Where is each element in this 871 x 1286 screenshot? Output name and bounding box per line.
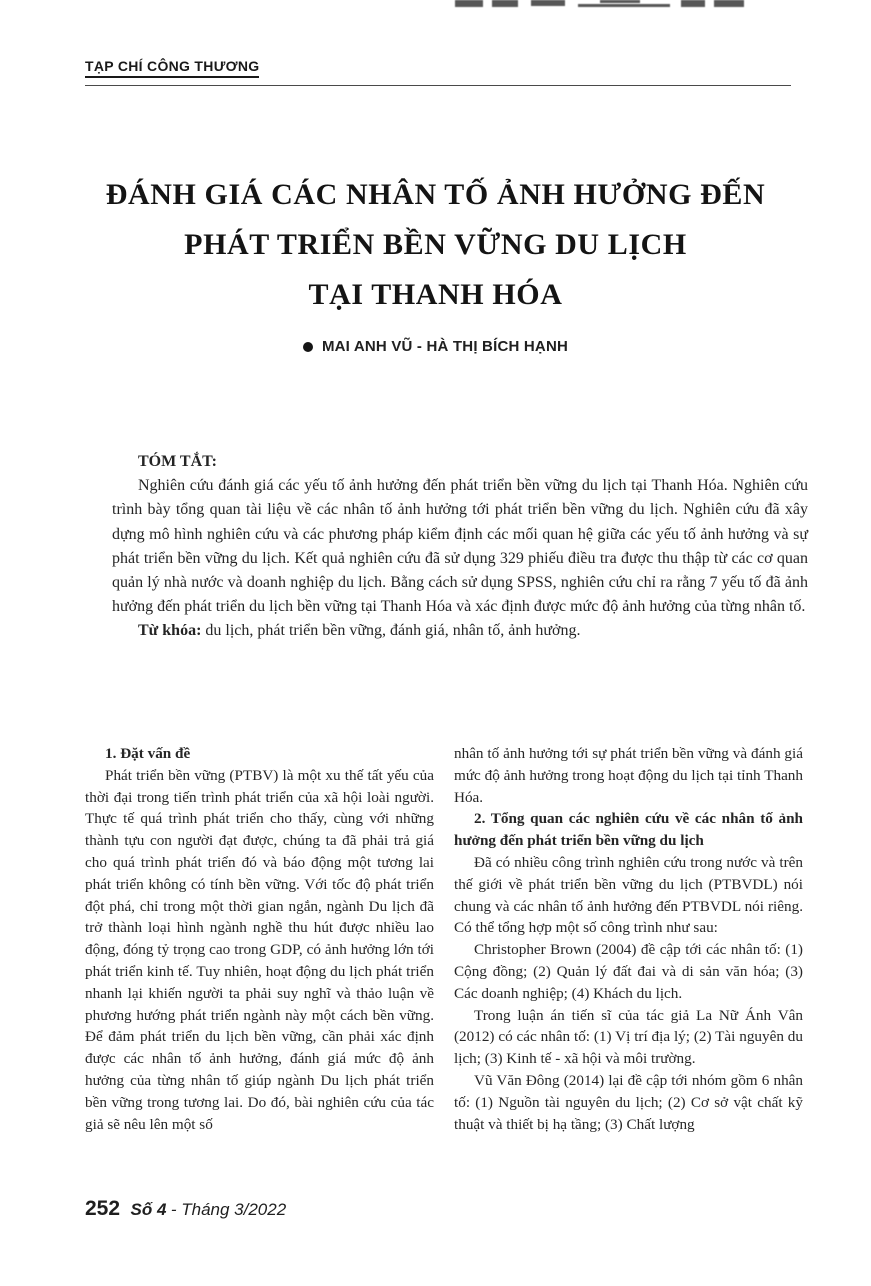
footer-page-number: 252 [85, 1197, 121, 1220]
paragraph-continuation: nhân tố ảnh hưởng tới sự phát triển bền vững và đánh giá mức độ ảnh hưởng trong hoạt động du lịch tại tỉnh Thanh Hóa. [454, 745, 803, 806]
journal-name: TẠP CHÍ CÔNG THƯƠNG [85, 58, 259, 78]
title-line-1: ĐÁNH GIÁ CÁC NHÂN TỐ ẢNH HƯỞNG ĐẾN [105, 178, 766, 212]
keywords-line [112, 619, 808, 643]
bullet-icon [303, 342, 313, 352]
paragraph-intro: Phát triển bền vững (PTBV) là một xu thế tất yếu của thời đại trong tiến trình phát triển của xã hội loài người. Thực tế quá trình phát triển cho thấy, cùng với những thành tựu con người đạt được, chúng ta đã phải trả giá cho quá trình phát triển đó và báo động một tương lai phát triển không có tính bền vững. Với tốc độ phát triển đột phá, chỉ trong một thời gian ngắn, ngành Du lịch đã trở thành loại hình ngành nghề thu hút được nhiều lao động, đóng tỷ trọng cao trong GDP, có ảnh hưởng lớn tới phát triển kinh tế. Tuy nhiên, hoạt động du lịch phát triển nhanh lại khiến người ta phải suy nghĩ và thảo luận về phương hướng phát triển ngành này một cách bền vững. Để đảm phát triển du lịch bền vững, cần phải xác định được các nhân tố ảnh hưởng, đánh giá mức độ ảnh hưởng của từng nhân tố giúp ngành Du lịch phát triển bền vững trong tương lai. Do đó, bài nghiên cứu của tác giả sẽ nêu lên một số [85, 766, 434, 1133]
paragraph-vu-van-dong: Vũ Văn Đông (2014) lại đề cập tới nhóm gồm 6 nhân tố: (1) Nguồn tài nguyên du lịch; (2) Cơ sở vật chất kỹ thuật và thiết bị hạ tầng; (3) Chất lượng [454, 1071, 803, 1133]
column-right [454, 743, 803, 1135]
paragraph-christopher-brown: Christopher Brown (2004) đề cập tới các nhân tố: (1) Cộng đồng; (2) Quản lý đất đai và di sản văn hóa; (3) Các doanh nghiệp; (4) Khách du lịch. [454, 941, 803, 1002]
keywords-text: du lịch, phát triển bền vững, đánh giá, nhân tố, ảnh hưởng. [201, 622, 581, 640]
title-line-2: PHÁT TRIỂN BỀN VỮNG DU LỊCH [184, 228, 687, 262]
section-heading-1: 1. Đặt vấn đề [105, 745, 191, 762]
journal-header [85, 58, 791, 86]
scan-artifact [455, 0, 483, 7]
footer-issue: Số 4 [130, 1200, 167, 1219]
title-line-3: TẠI THANH HÓA [308, 278, 563, 312]
article-title [60, 170, 811, 320]
page-footer [85, 1197, 286, 1221]
scan-artifact [492, 0, 518, 7]
scan-artifact [578, 4, 670, 7]
scan-artifact [714, 0, 744, 7]
scan-artifact [600, 0, 640, 3]
abstract-text: Nghiên cứu đánh giá các yếu tố ảnh hưởng đến phát triển bền vững du lịch tại Thanh Hóa. Nghiên cứu trình bày tổng quan tài liệu về các nhân tố ảnh hưởng tới phát triển bền vững du lịch. Nghiên cứu đã xây dựng mô hình nghiên cứu và các phương pháp kiểm định các mối quan hệ giữa các yếu tố ảnh hưởng và sự phát triển bền vững du lịch. Kết quả nghiên cứu đã sử dụng 329 phiếu điều tra được thu thập từ các cơ quan quản lý nhà nước và doanh nghiệp du lịch. Bằng cách sử dụng SPSS, nghiên cứu chỉ ra rằng 7 yếu tố đã ảnh hưởng đến phát triển du lịch bền vững tại Thanh Hóa và xác định được mức độ ảnh hưởng của từng nhân tố. [112, 477, 808, 616]
abstract-heading: TÓM TẮT: [138, 453, 217, 470]
footer-date: - Tháng 3/2022 [170, 1200, 287, 1219]
abstract-block [112, 450, 808, 644]
paragraph-overview: Đã có nhiều công trình nghiên cứu trong nước và trên thế giới về phát triển bền vững du lịch (PTBVDL) nói chung và các nhân tố ảnh hưởng đến PTBVDL nói riêng. Có thể tổng hợp một số công trình như sau: [454, 853, 803, 937]
authors-line [0, 338, 871, 355]
authors-names: MAI ANH VŨ - HÀ THỊ BÍCH HẠNH [321, 338, 569, 355]
scan-artifact [681, 0, 705, 7]
paragraph-la-nu-anh-van: Trong luận án tiến sĩ của tác giả La Nữ Ánh Vân (2012) có các nhân tố: (1) Vị trí địa lý; (2) Tài nguyên du lịch; (3) Kinh tế - xã hội và môi trường. [454, 1006, 803, 1068]
column-left [85, 743, 434, 1135]
keywords-label: Từ khóa: [138, 622, 202, 640]
body-columns [85, 743, 804, 1135]
scan-artifact [531, 0, 565, 6]
section-heading-2: 2. Tổng quan các nghiên cứu về các nhân tố ảnh hưởng đến phát triển bền vững du lịch [454, 810, 803, 850]
